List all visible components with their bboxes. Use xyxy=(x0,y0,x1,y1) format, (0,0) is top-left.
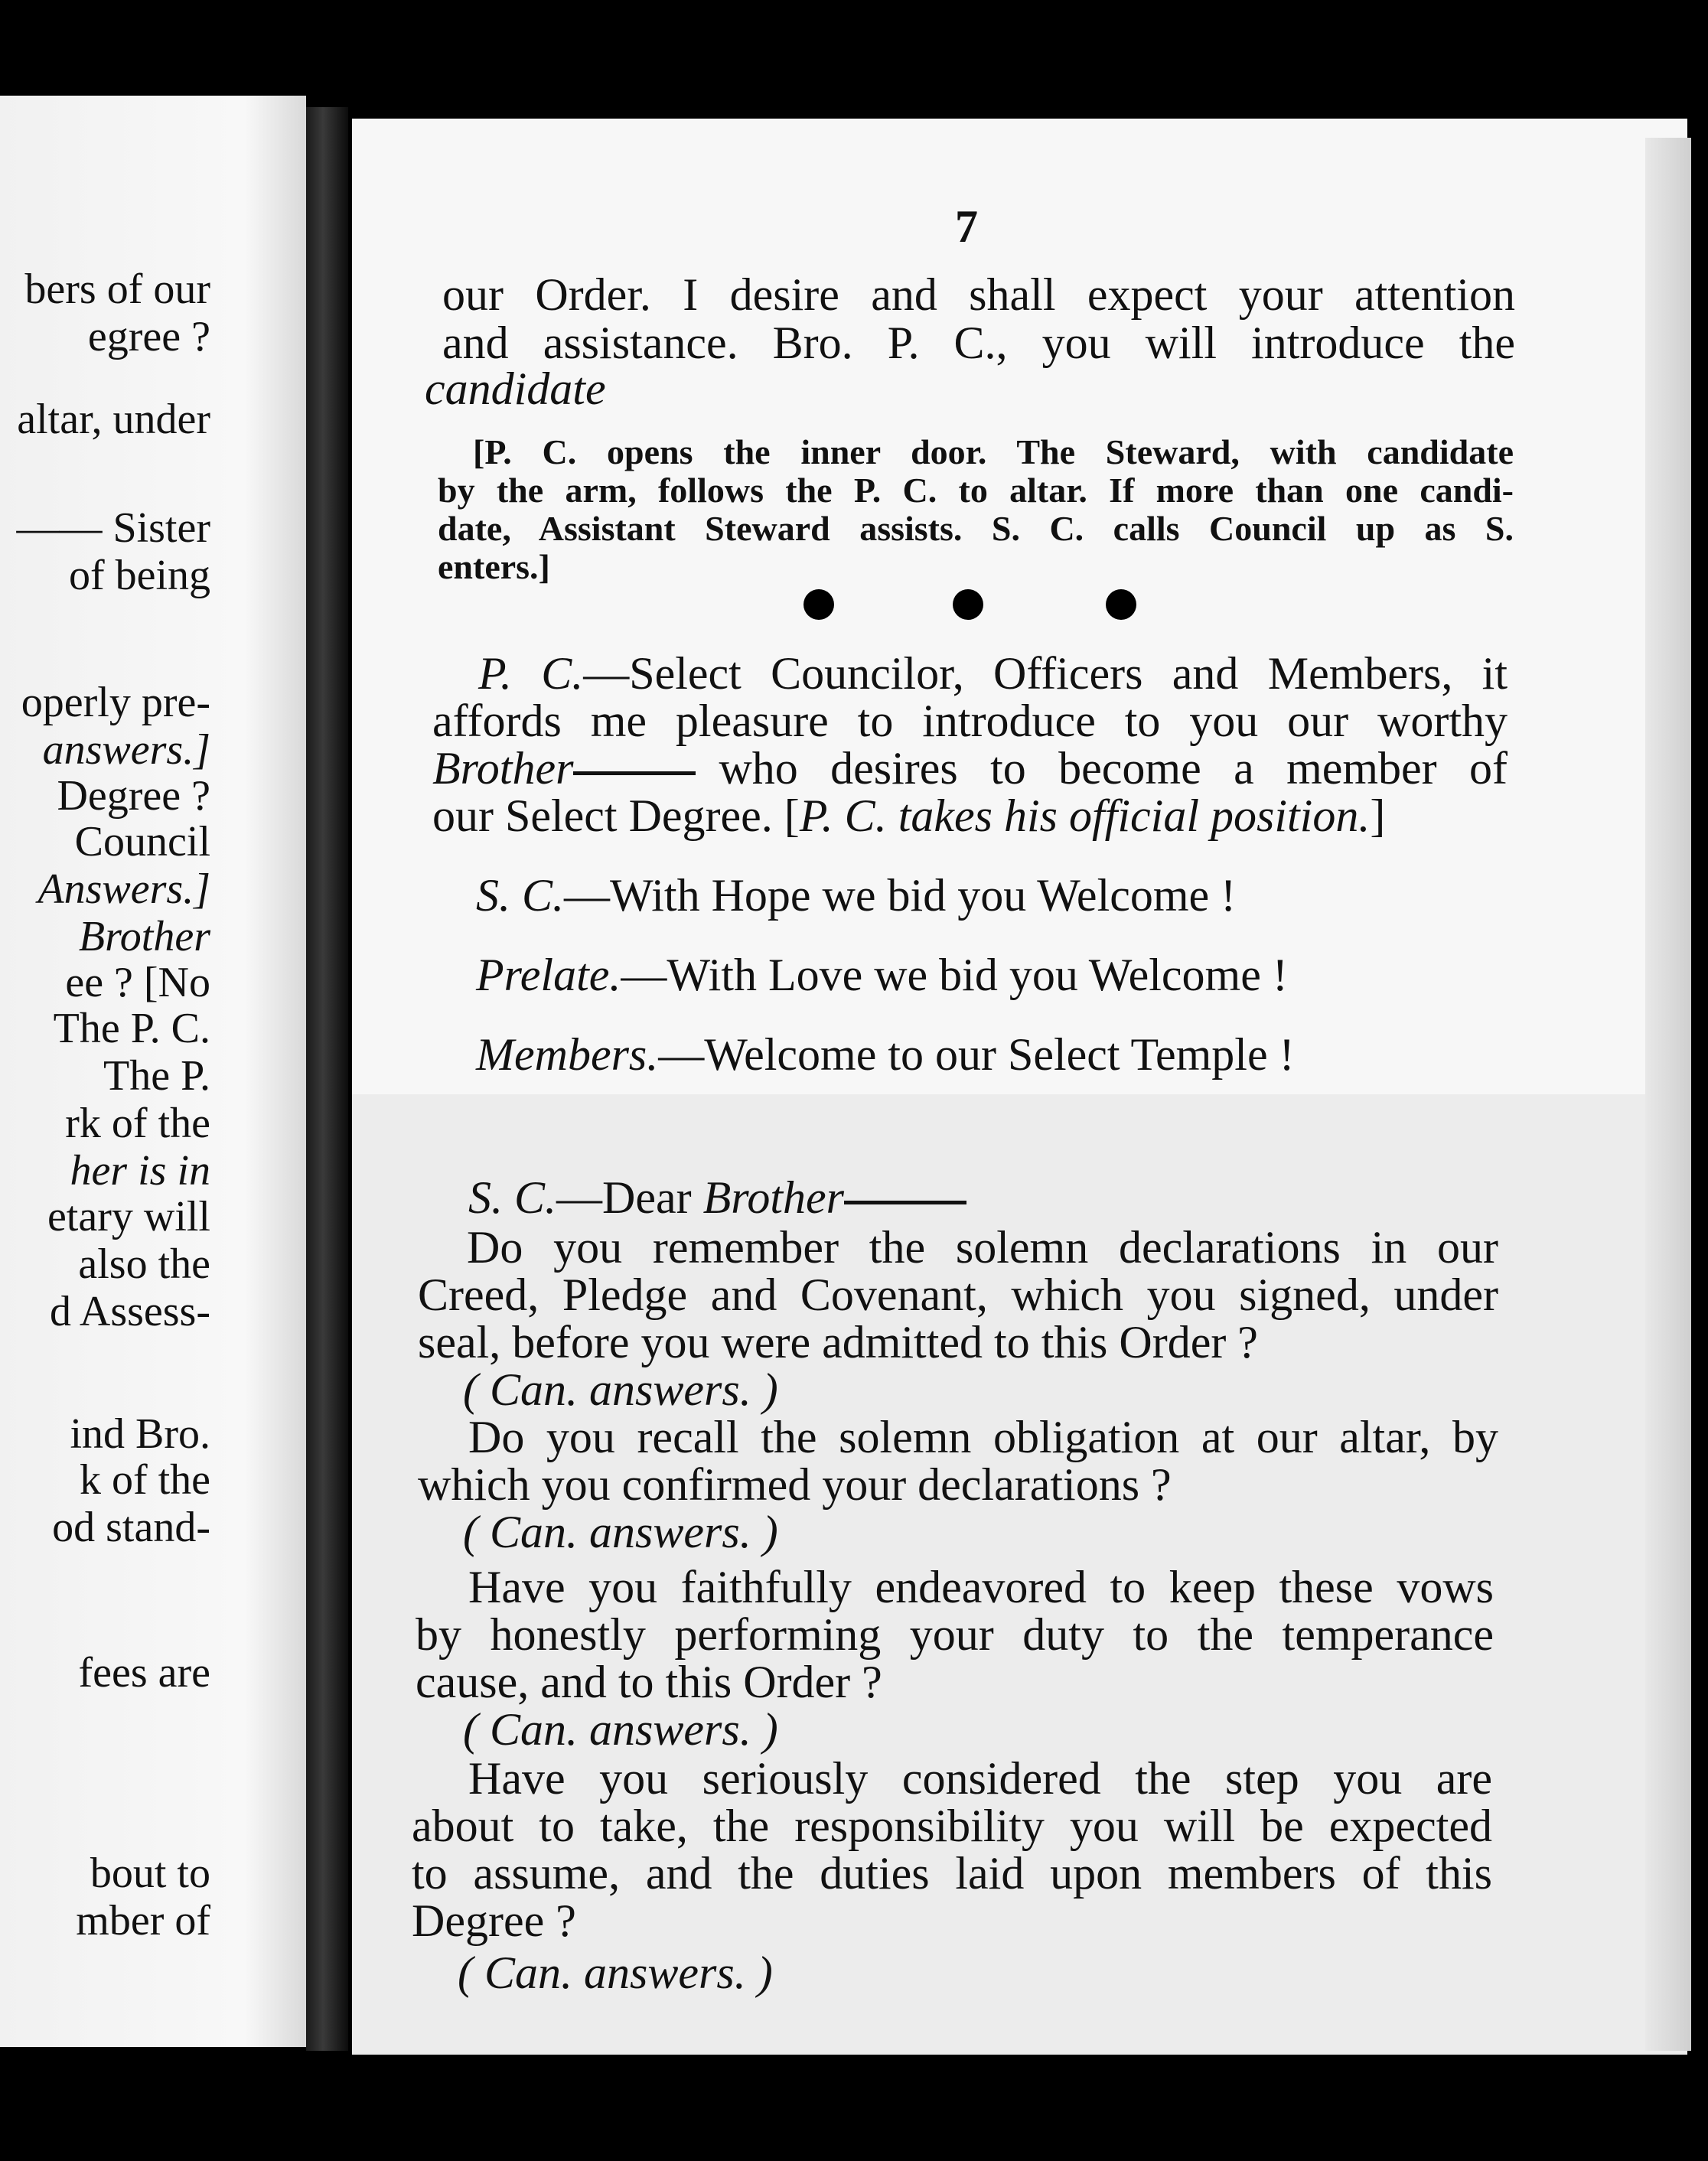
question-line: seal, before you were admitted to this Order ? xyxy=(418,1317,1258,1367)
ornament-dot xyxy=(953,589,983,620)
stage-answer: ( Can. answers. ) xyxy=(463,1364,778,1415)
stage-answer: ( Can. answers. ) xyxy=(463,1507,778,1557)
left-page-text-line: etary will xyxy=(47,1193,210,1240)
speech-line: Members.—Welcome to our Select Temple ! xyxy=(476,1029,1295,1080)
left-page-text-line: Council xyxy=(74,818,210,865)
question-line: which you confirmed your declarations ? xyxy=(418,1459,1172,1510)
question-line: Creed, Pledge and Covenant, which you signed, under xyxy=(418,1270,1498,1320)
left-page-text-line: rk of the xyxy=(65,1100,210,1147)
speaker-label: Members. xyxy=(476,1029,659,1080)
question-line: Have you seriously considered the step you are xyxy=(468,1753,1492,1804)
speaker-label: Prelate. xyxy=(476,950,621,1000)
speech-line: S. C.—Dear Brother xyxy=(468,1175,966,1221)
speech-line: Brother who desires to become a member of xyxy=(432,743,1508,794)
speech-line: Prelate.—With Love we bid you Welcome ! xyxy=(476,950,1288,1000)
ornament-dot xyxy=(803,589,834,620)
question-line: by honestly performing your duty to the temperance xyxy=(416,1609,1494,1660)
speech-line: S. C.—With Hope we bid you Welcome ! xyxy=(476,870,1237,921)
text-line-italic: candidate xyxy=(425,363,606,414)
speech-line: our Select Degree. [P. C. takes his official position.] xyxy=(432,790,1386,841)
left-page-text-line: answers.] xyxy=(42,726,210,774)
left-page-text-line: bout to xyxy=(90,1850,210,1897)
speaker-label: S. C. xyxy=(468,1172,557,1223)
page-edge xyxy=(1645,138,1691,2051)
question-line: Have you faithfully endeavored to keep these vows xyxy=(468,1562,1494,1612)
speaker-label: S. C. xyxy=(476,870,565,921)
left-page-text-line: egree ? xyxy=(87,313,210,360)
left-page-text-line: ee ? [No xyxy=(65,959,210,1006)
left-page-text-line: bers of our xyxy=(24,266,210,313)
speaker-label: P. C. xyxy=(478,648,584,699)
stage-direction: date, Assistant Steward assists. S. C. calls Council up as S. xyxy=(438,509,1514,548)
left-page-text-line: altar, under xyxy=(17,396,210,443)
left-page-text-line: of being xyxy=(68,552,210,599)
left-page-text-line: —— Sister xyxy=(16,504,210,552)
left-page-text-line: The P. xyxy=(103,1052,210,1100)
question-line: Degree ? xyxy=(412,1895,576,1946)
question-line: Do you remember the solemn declarations in our xyxy=(467,1222,1498,1273)
left-page-text-line: k of the xyxy=(79,1456,210,1504)
question-line: Do you recall the solemn obligation at our altar, by xyxy=(468,1412,1498,1462)
question-line: about to take, the responsibility you will be expected xyxy=(412,1801,1492,1851)
stage-direction: by the arm, follows the P. C. to altar. If more than one candi- xyxy=(438,471,1514,510)
page-number: 7 xyxy=(955,201,978,252)
book-spine xyxy=(306,107,348,2051)
speech-line: P. C.—Select Councilor, Officers and Members, it xyxy=(478,648,1508,699)
left-page-text-line: her is in xyxy=(70,1147,210,1195)
stage-direction: [P. C. opens the inner door. The Steward, with candidate xyxy=(473,432,1514,471)
stage-direction: enters.] xyxy=(438,547,550,586)
left-page-text-line: Answers.] xyxy=(37,865,210,913)
question-line: cause, and to this Order ? xyxy=(416,1657,882,1707)
left-page-text-line: operly pre- xyxy=(21,679,210,726)
left-page-text-line: Degree ? xyxy=(57,772,210,820)
text-line: and assistance. Bro. P. C., you will introduce the xyxy=(442,318,1515,368)
text-line: our Order. I desire and shall expect your attention xyxy=(442,269,1515,320)
left-page-text-line: Brother xyxy=(78,913,210,960)
question-line: to assume, and the duties laid upon members of this xyxy=(412,1848,1492,1899)
left-page-text-line: mber of xyxy=(76,1897,210,1944)
left-page-text-line: od stand- xyxy=(52,1504,210,1551)
left-page-text-line: also the xyxy=(78,1240,210,1288)
stage-answer: ( Can. answers. ) xyxy=(463,1704,778,1755)
left-page-fragment xyxy=(0,96,306,2047)
left-page-text-line: The P. C. xyxy=(53,1005,210,1052)
speech-line: affords me pleasure to introduce to you our worthy xyxy=(432,696,1508,746)
left-page-text-line: fees are xyxy=(78,1649,210,1697)
left-page-text-line: ind Bro. xyxy=(70,1410,210,1458)
ornament-dot xyxy=(1106,589,1136,620)
stage-answer: ( Can. answers. ) xyxy=(458,1948,773,1998)
left-page-text-line: d Assess- xyxy=(49,1288,210,1335)
